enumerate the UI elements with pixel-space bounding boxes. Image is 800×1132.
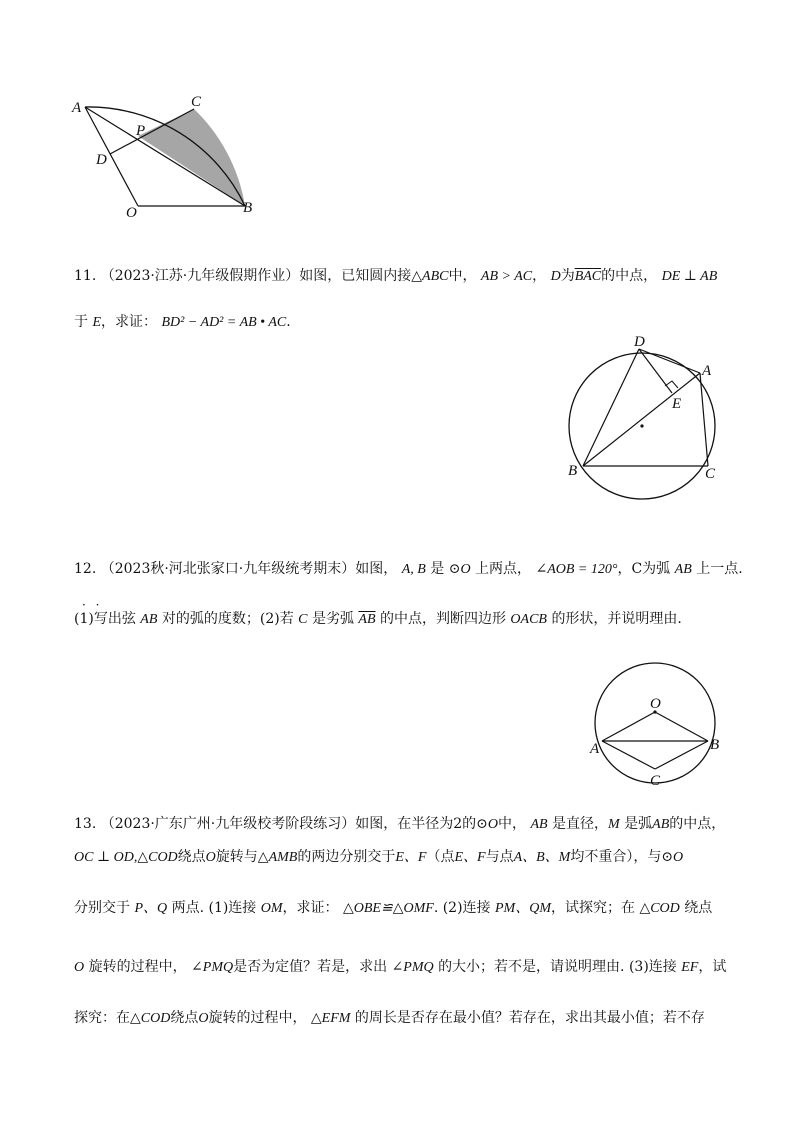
q13-math-AMB: △AMB <box>257 850 298 865</box>
q13-text: ，试 <box>698 959 727 975</box>
q13-math-angle2: ∠PMQ <box>391 960 434 975</box>
q13-math-O3: O <box>198 1011 209 1026</box>
q13-text: ，试探究；在 <box>551 900 635 916</box>
q13-math-COD: △COD <box>639 901 680 916</box>
q13-math-EF2: E、F <box>454 850 486 865</box>
q12-text: 如图， <box>355 561 398 577</box>
q12-math-C: C <box>298 612 308 627</box>
q13-text: . (2)连接 <box>433 900 491 916</box>
q12-math-quad: OACB <box>510 612 547 627</box>
label-A: A <box>590 741 600 757</box>
q13-math-EF3: EF <box>681 960 699 975</box>
q12-text: 是劣弧 <box>311 611 354 627</box>
q13-math-EFM: △EFM <box>310 1011 351 1026</box>
q12-math-AB3: AB <box>140 612 158 627</box>
segment-OB <box>655 712 708 741</box>
label-D: D <box>634 334 645 350</box>
q12-text: 对的弧的度数；(2)若 <box>161 611 294 627</box>
label-B: B <box>243 200 253 216</box>
q13-text: 旋转的过程中， <box>208 1010 307 1026</box>
inscribed-circle-figure <box>555 330 735 505</box>
q11-math-perp: DE ⊥ AB <box>661 269 718 284</box>
label-A: A <box>702 363 712 379</box>
q13-text: 是直径， <box>552 816 609 832</box>
q13-math-AB: AB <box>530 817 548 832</box>
q12-math-AB4: $\overline{AB}$ <box>358 612 376 627</box>
emphasis-dots: · · <box>82 598 103 612</box>
sector-figure <box>60 90 280 225</box>
q13-math-O2: O <box>74 960 85 975</box>
q13-math-congruent: △OBE≌△OMF <box>343 901 434 916</box>
q13-text: 是弧 <box>624 816 653 832</box>
segment-BC <box>655 741 708 769</box>
q12-number: 12. <box>74 561 97 577</box>
q13-math-angle: ∠PMQ <box>191 960 234 975</box>
q13-text: 如图，在半径为2的 <box>355 816 477 832</box>
q11-math-equation: BD² − AD² = AB • AC <box>161 315 287 330</box>
q13-text: 两点. (1)连接 <box>171 900 257 916</box>
q13-text: 探究：在 <box>74 1010 130 1026</box>
q13-math-PMQM: PM、QM <box>495 901 551 916</box>
segment-AC <box>602 741 655 769</box>
q11-text: ， <box>532 268 547 284</box>
q13-math-PQ: P、Q <box>134 901 168 916</box>
q13-math-AB2: AB <box>652 817 670 832</box>
q12-text: 的形状，并说明理由. <box>551 611 682 627</box>
circle-aob-figure <box>585 658 725 793</box>
q13-math-perp: OC ⊥ OD,△COD <box>74 850 178 865</box>
q13-text: 的周长是否存在最小值？若存在，求出其最小值；若不存 <box>354 1010 705 1026</box>
q13-math-ABM: A、B、M <box>513 850 571 865</box>
segment-OA <box>602 712 655 741</box>
q11-math-E: E <box>92 315 102 330</box>
segment-BA <box>583 373 700 466</box>
q11-text: 如图，已知圆内接 <box>299 268 412 284</box>
q11-text: 中， <box>448 268 477 284</box>
q11-text: 于 <box>74 314 88 330</box>
q11-text: ，求证： <box>101 314 158 330</box>
q13-text: 的大小；若不是，请说明理由. (3)连接 <box>438 959 677 975</box>
label-C: C <box>705 466 716 482</box>
q11-text: 为 <box>560 268 575 284</box>
q12-text: 上一点. <box>696 561 743 577</box>
q13-math-M: M <box>608 817 620 832</box>
q13-text: 绕点 <box>684 900 713 916</box>
label-A: A <box>72 100 82 116</box>
label-O: O <box>126 205 137 221</box>
q12-text: ，C为弧 <box>617 561 671 577</box>
label-P: P <box>136 123 146 139</box>
q11-number: 11. <box>74 268 97 284</box>
q13-text: 绕点 <box>177 849 206 865</box>
q13-text: （点 <box>426 849 455 865</box>
q13-math-COD2: △COD <box>130 1011 171 1026</box>
q11-math-ineq: AB > AC <box>480 269 533 284</box>
label-B: B <box>568 463 578 479</box>
q13-math-OM: OM <box>260 901 283 916</box>
q12-text: 是 <box>430 561 445 577</box>
q12-text: 上两点， <box>475 561 532 577</box>
q11-math-triangle: △ABC <box>411 269 449 284</box>
q13-math-circleO: ⊙O <box>476 817 499 832</box>
label-O: O <box>650 696 661 712</box>
q13-text: ，求证： <box>282 900 339 916</box>
q12-text: (1)写出弦 <box>74 611 136 627</box>
q11-math-D: D <box>550 269 561 284</box>
label-D: D <box>96 152 107 168</box>
circle <box>595 663 715 783</box>
shaded-region <box>138 109 245 206</box>
label-C: C <box>650 773 661 789</box>
q12-math-AB2: AB <box>674 562 692 577</box>
q12-source: （2023秋·河北张家口·九年级统考期末） <box>100 561 356 577</box>
center-dot <box>640 424 643 427</box>
segment-AO <box>85 107 138 206</box>
q12-math-AB: A, B <box>401 562 426 577</box>
q13-math-EF: E、F <box>395 850 427 865</box>
q13-text: 是否为定值？若是，求出 <box>233 959 388 975</box>
q12-math-circleO: ⊙O <box>448 562 471 577</box>
q13-text: 旋转的过程中， <box>88 959 187 975</box>
q13-math-O: O <box>205 850 216 865</box>
q11-text: . <box>286 314 291 330</box>
segment-BD <box>583 349 639 466</box>
q12-math-angle: ∠AOB = 120° <box>535 562 618 577</box>
label-C: C <box>191 94 202 110</box>
label-E: E <box>672 396 682 412</box>
q11-text: 的中点， <box>601 268 658 284</box>
q13-text: 的中点， <box>669 816 726 832</box>
q13-text: 绕点 <box>170 1010 199 1026</box>
q12-text: 的中点，判断四边形 <box>379 611 506 627</box>
q13-text: 中， <box>498 816 527 832</box>
q13-text: 与点 <box>485 849 514 865</box>
q13-text: 旋转与 <box>215 849 258 865</box>
q13-text: 均不重合），与 <box>570 849 662 865</box>
q13-math-circleO2: ⊙O <box>661 850 684 865</box>
q13-text: 分别交于 <box>74 900 130 916</box>
q13-number: 13. <box>74 816 97 832</box>
label-B: B <box>710 737 720 753</box>
q13-source: （2023·广东广州·九年级校考阶段练习） <box>100 816 356 832</box>
q11-source: （2023·江苏·九年级假期作业） <box>100 268 300 284</box>
q13-text: 的两边分别交于 <box>297 849 396 865</box>
q11-math-arc: $\overline{BAC}$ <box>574 269 602 284</box>
